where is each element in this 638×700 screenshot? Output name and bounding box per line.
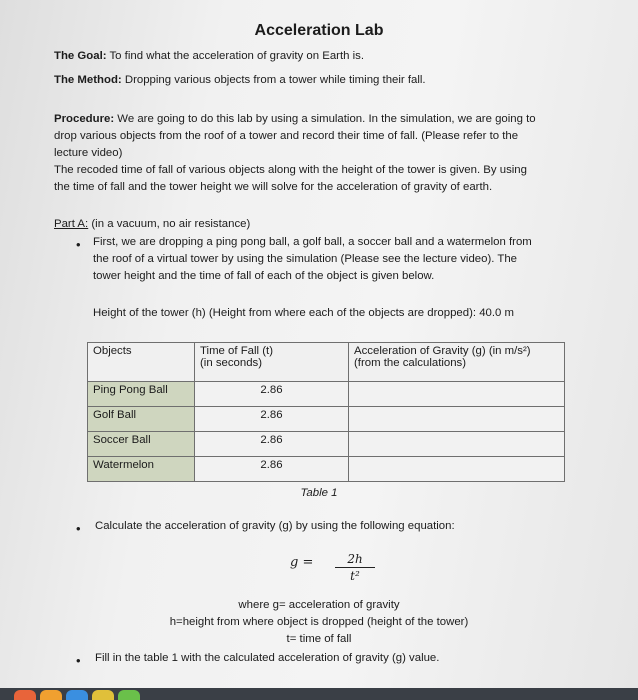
procedure-label: Procedure: [54,113,115,125]
cell-object: Watermelon [88,457,195,482]
bullet3-line: Fill in the table 1 with the calculated acceleration of gravity (g) value. [95,652,440,664]
equation-denominator: t² [350,569,360,583]
cell-time: 2.86 [195,382,349,407]
cell-time: 2.86 [195,432,349,457]
procedure-line-5: the time of fall and the tower height we will solve for the acceleration of gravity of earth. [54,181,493,193]
page-title: Acceleration Lab [254,22,384,39]
method-label: The Method: [54,74,122,86]
method-text: Dropping various objects from a tower while timing their fall. [121,74,426,86]
procedure-line-1: Procedure: We are going to do this lab by using a simulation. In the simulation, we are going to [54,113,536,125]
procedure-line-4: The recoded time of fall of various objects along with the height of the tower is given. By using [54,164,527,176]
cell-gravity[interactable] [349,432,565,457]
tower-height-line: Height of the tower (h) (Height from where each of the objects are dropped): 40.0 m [93,307,515,319]
goal-text: To find what the acceleration of gravity on Earth is. [106,50,365,62]
table-header-row [88,343,565,382]
bullet1-line-2: the roof of a virtual tower by using the simulation (Please see the lecture video). The [93,253,518,265]
bullet-dot-icon: • [76,521,81,536]
cell-object: Soccer Ball [88,432,195,457]
table-row [88,407,565,432]
cell-gravity[interactable] [349,407,565,432]
bullet-dot-icon: • [76,237,81,252]
goal-label: The Goal: [54,50,107,62]
app-icon[interactable] [14,690,36,700]
table-caption: Table 1 [300,487,338,499]
part-a-line [54,216,250,233]
definition-g: where g= acceleration of gravity [238,599,400,611]
data-table [87,342,565,482]
header-objects: Objects [88,343,195,382]
equation-lhs: g = [290,555,314,570]
cell-gravity[interactable] [349,382,565,407]
procedure-line-2: drop various objects from the roof of a tower and record their time of fall. (Please refer to the [54,130,519,142]
bullet-dot-icon: • [76,653,81,668]
app-icon[interactable] [40,690,62,700]
app-icon[interactable] [118,690,140,700]
app-icon[interactable] [66,690,88,700]
part-a-text: (in a vacuum, no air resistance) [88,218,251,230]
cell-time: 2.86 [195,457,349,482]
equation-numerator: 2h [347,552,363,566]
goal-line [54,48,364,65]
header-time: Time of Fall (t) (in seconds) [195,343,349,382]
bullet1-line-3: tower height and the time of fall of each of the object is given below. [93,270,435,282]
app-icon[interactable] [92,690,114,700]
bullet1-line-1: First, we are dropping a ping pong ball, a golf ball, a soccer ball and a watermelon from [93,236,532,248]
cell-time: 2.86 [195,407,349,432]
header-acceleration: Acceleration of Gravity (g) (in m/s²) (from the calculations) [349,343,565,382]
cell-object: Golf Ball [88,407,195,432]
table-row [88,457,565,482]
definition-h: h=height from where object is dropped (height of the tower) [169,616,469,628]
table-row [88,432,565,457]
definition-t: t= time of fall [286,633,352,645]
part-a-label: Part A: [54,218,89,230]
equation-fraction [335,552,375,583]
procedure-line-3: lecture video) [54,147,123,159]
fraction-bar [335,567,375,568]
table-row [88,382,565,407]
method-line [54,72,426,89]
bullet2-line: Calculate the acceleration of gravity (g) by using the following equation: [95,520,455,532]
cell-gravity[interactable] [349,457,565,482]
cell-object: Ping Pong Ball [88,382,195,407]
